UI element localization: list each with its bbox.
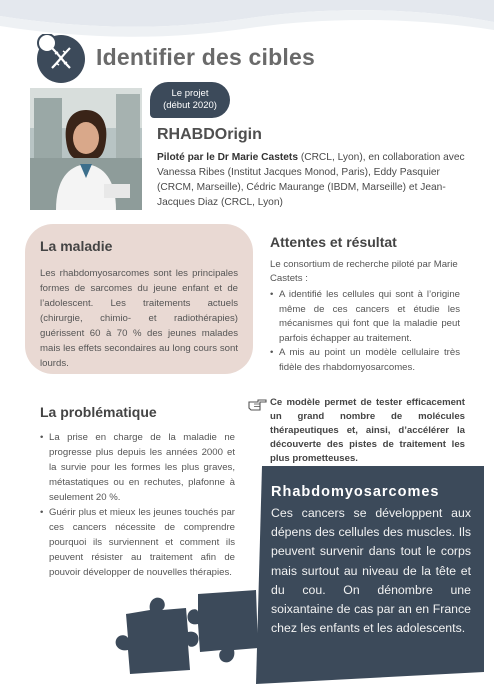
problematique-list <box>40 430 235 580</box>
researcher-photo <box>30 88 142 210</box>
rhabdo-title: Rhabdomyosarcomes <box>271 484 440 500</box>
pointing-hand-icon <box>248 398 268 412</box>
attentes-note: Ce modèle permet de tester efficacement un grand nombre de molécules thérapeutiques et, ainsi, d’accélérer la découverte des pistes de traitement les plus prometteuses. <box>270 397 465 464</box>
maladie-title: La maladie <box>40 238 113 254</box>
bubble-line1: Le projet <box>171 88 209 99</box>
bubble-line2: (début 2020) <box>163 100 217 111</box>
project-name: RHABDOrigin <box>157 126 262 143</box>
list-item: • A mis au point un modèle cellulaire très fidèle des rhabdomyosarcomes. <box>270 346 460 375</box>
project-description <box>157 150 475 210</box>
puzzle-icon <box>106 580 266 676</box>
list-item: • Guérir plus et mieux les jeunes touchés par ces cancers nécessite de comprendre pourquoi ils surviennent et comment ils peuvent résister au traitement afin de pouvoir développer de nouvelles thérapies. <box>40 505 235 580</box>
attentes-title: Attentes et résultat <box>270 234 397 250</box>
list-item: • A identifié les cellules qui sont à l’origine même de ces cancers et étudie les mécanismes qui font que la maladie peut parfois échapper au traitement. <box>270 288 460 346</box>
project-lead: Piloté par le Dr Marie Castets <box>157 152 298 163</box>
maladie-text: Les rhabdomyosarcomes sont les principales formes de sarcomes du jeune enfant et de l’adolescent. Les traitements actuels (chirurgie, chimio- et radiothérapies) guérissent 60 à 70 % des jeunes malades mais les effets secondaires au long cours sont lourds. <box>40 268 238 369</box>
dna-icon <box>36 34 86 84</box>
rhabdo-text: Ces cancers se développent aux dépens des cellules des muscles. Ils peuvent survenir dans tout le corps mais surtout au niveau de la tête et du cou. On dénombre une soixantaine de cas par an en France chez les enfants et les adolescents. <box>271 506 471 636</box>
list-item: • La prise en charge de la maladie ne progresse plus depuis les années 2000 et la survie pour les formes les plus graves, métastatiques ou en rechutes, plafonne à seulement 20 %. <box>40 430 235 505</box>
project-bubble <box>150 82 230 118</box>
project-collaborators: (CRCL, Lyon), en collaboration avec Vanessa Ribes (Institut Jacques Monod, Paris), Eddy Pasquier (CRCM, Marseille), Cédric Maurange (IBDM, Marseille) et Jean-Jacques Diaz (CRCL, Lyon) <box>157 152 465 208</box>
page-title: Identifier des cibles <box>96 44 315 70</box>
problematique-title: La problématique <box>40 404 157 420</box>
attentes-intro: Le consortium de recherche piloté par Marie Castets : <box>270 259 458 284</box>
attentes-list <box>270 288 460 375</box>
